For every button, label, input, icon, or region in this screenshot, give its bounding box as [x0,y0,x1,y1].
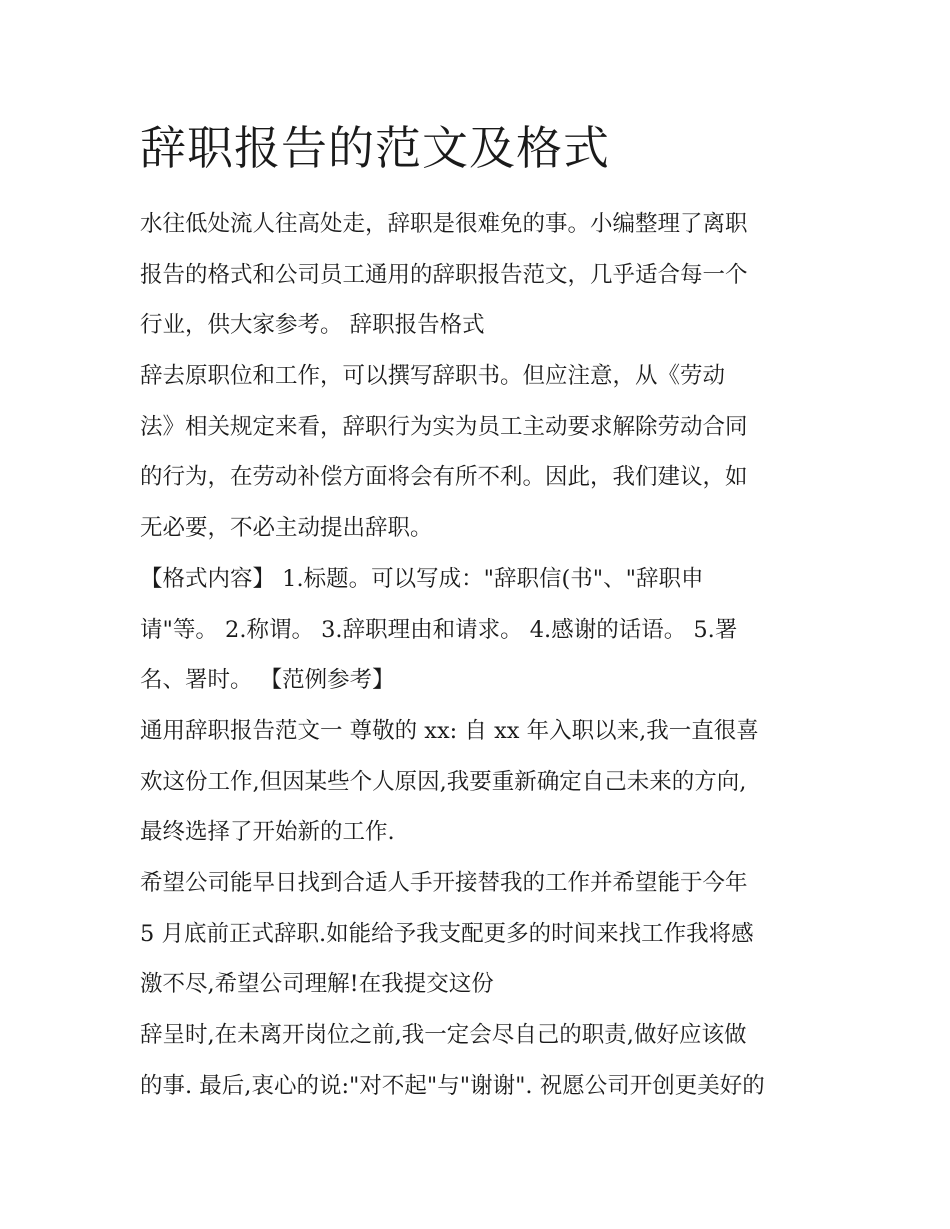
body-line: 名、署时。 【范例参考】 [140,667,395,694]
body-line: 欢这份工作,但因某些个人原因,我要重新确定自己未来的方向, [140,768,747,795]
body-line: 的行为，在劳动补偿方面将会有所不利。因此，我们建议，如 [140,464,748,491]
document-page [140,0,812,1229]
body-line: 5 月底前正式辞职.如能给予我支配更多的时间来找工作我将感 [140,920,754,947]
document-body [140,199,812,1111]
body-line: 法》相关规定来看，辞职行为实为员工主动要求解除劳动合同 [140,413,748,440]
document-title: 辞职报告的范文及格式 [140,121,610,175]
body-line: 请"等。 2.称谓。 3.辞职理由和请求。 4.感谢的话语。 5.署 [140,616,738,643]
body-line: 激不尽,希望公司理解!在我提交这份 [140,971,494,998]
body-line: 最终选择了开始新的工作. [140,819,395,846]
body-line: 希望公司能早日找到合适人手开接替我的工作并希望能于今年 [140,869,748,896]
body-line: 行业，供大家参考。 辞职报告格式 [140,312,485,339]
body-line: 辞去原职位和工作，可以撰写辞职书。但应注意，从《劳动 [140,363,726,390]
body-line: 的事. 最后,衷心的说:"对不起"与"谢谢". 祝愿公司开创更美好的 [140,1072,765,1099]
body-line: 无必要，不必主动提出辞职。 [140,515,433,542]
body-line: 通用辞职报告范文一 尊敬的 xx: 自 xx 年入职以来,我一直很喜 [140,717,759,744]
body-line: 【格式内容】 1.标题。可以写成："辞职信(书"、"辞职申 [140,565,704,592]
body-line: 辞呈时,在未离开岗位之前,我一定会尽自己的职责,做好应该做 [140,1022,747,1048]
body-line: 报告的格式和公司员工通用的辞职报告范文，几乎适合每一个 [140,261,748,288]
body-line: 水往低处流人往高处走，辞职是很难免的事。小编整理了离职 [140,211,748,237]
